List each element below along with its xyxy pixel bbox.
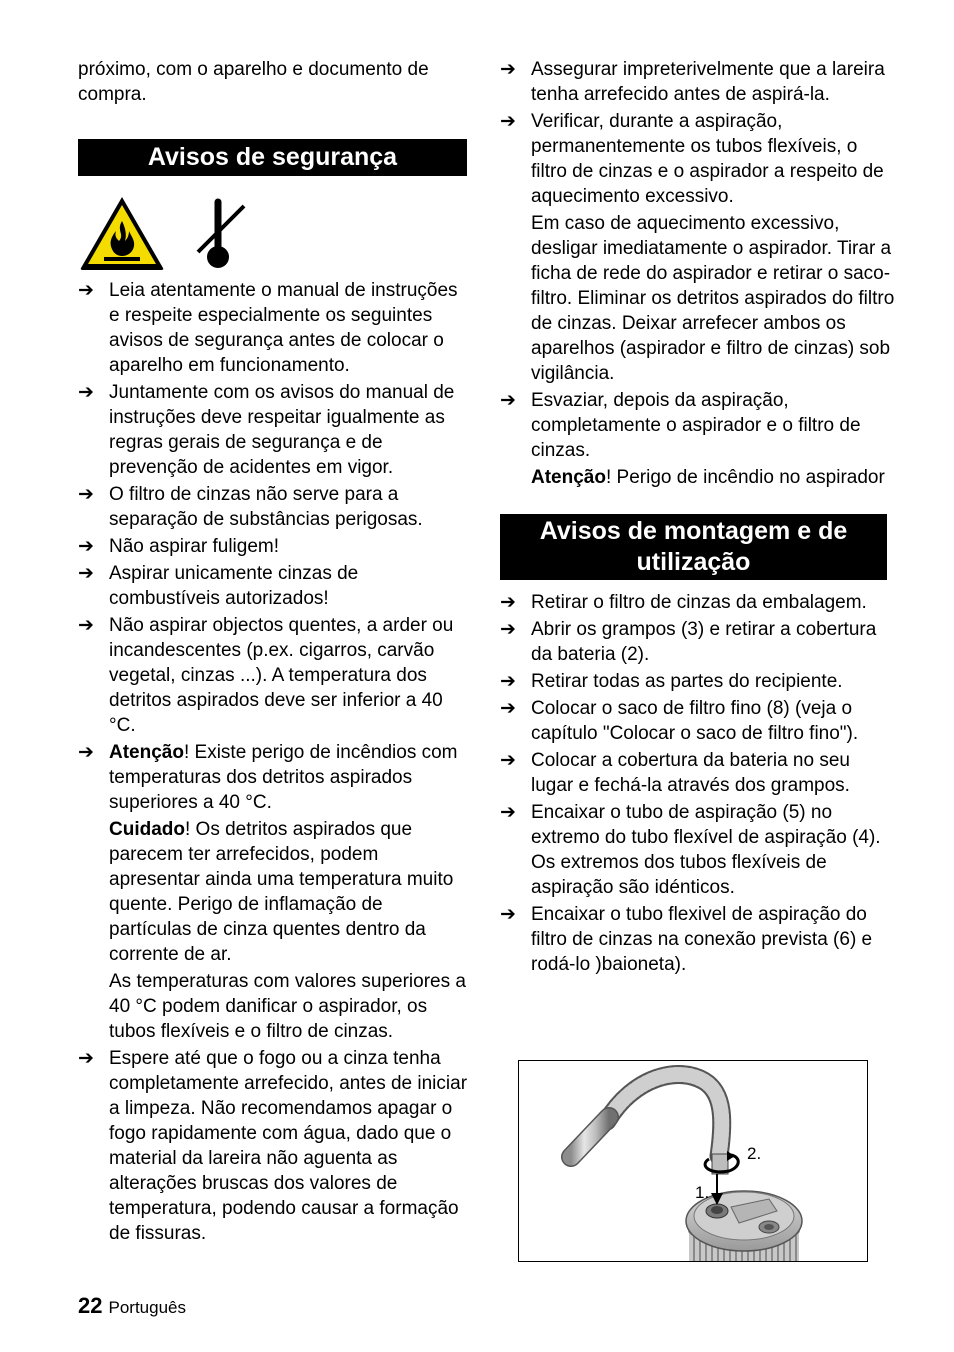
- arrow-icon: ➔: [500, 698, 516, 719]
- arrow-icon: ➔: [500, 802, 516, 823]
- arrow-icon: ➔: [500, 390, 516, 411]
- list-subparagraph: Atenção! Perigo de incêndio no aspirador: [531, 467, 885, 488]
- arrow-icon: ➔: [500, 671, 516, 692]
- list-item: ➔ Colocar o saco de filtro fino (8) (veja o capítulo "Colocar o saco de filtro fino").: [500, 698, 859, 744]
- arrow-icon: ➔: [500, 904, 516, 925]
- list-item: ➔ Espere até que o fogo ou a cinza tenha completamente arrefecido, antes de iniciar a limpeza. Não recomendamos apagar o fogo rapidamente com água, dado que o material da lareira não aguenta as alterações bruscas dos valores de temperatura, podendo causar a formação de fissuras.: [78, 1048, 468, 1244]
- fire-warning-icon: [78, 194, 166, 272]
- list-item: ➔ O filtro de cinzas não serve para a separação de substâncias perigosas.: [78, 484, 423, 530]
- arrow-icon: ➔: [78, 536, 94, 557]
- right-column: [500, 57, 895, 979]
- hose-connection-illustration: [519, 1061, 867, 1261]
- arrow-icon: ➔: [78, 280, 94, 301]
- assembly-heading: Avisos de montagem e de utilização: [500, 514, 887, 580]
- list-item: ➔ Encaixar o tubo flexivel de aspiração do filtro de cinzas na conexão prevista (6) e rodá-lo )baioneta).: [500, 904, 873, 975]
- list-item: ➔ Encaixar o tubo de aspiração (5) no extremo do tubo flexível de aspiração (4). Os extremos dos tubos flexíveis de aspiração são idénticos.: [500, 802, 881, 898]
- list-subparagraph: As temperaturas com valores superiores a 40 °C podem danificar o aspirador, os tubos flexíveis e o filtro de cinzas.: [109, 971, 466, 1042]
- list-item: ➔ Abrir os grampos (3) e retirar a cobertura da bateria (2).: [500, 619, 877, 665]
- list-item: ➔ Não aspirar fuligem!: [78, 536, 280, 557]
- list-item: ➔ Juntamente com os avisos do manual de instruções deve respeitar igualmente as regras gerais de segurança e de prevenção de acidentes em vigor.: [78, 382, 455, 478]
- safety-heading: Avisos de segurança: [78, 139, 467, 176]
- safety-list: [78, 278, 470, 1246]
- list-item: ➔ Não aspirar objectos quentes, a arder ou incandescentes (p.ex. cigarros, carvão vegetal, cinzas ...). A temperatura dos detritos aspirados deve ser inferior a 40 °C.: [78, 615, 454, 736]
- left-column: [78, 57, 470, 1248]
- arrow-icon: ➔: [78, 484, 94, 505]
- temperature-crossed-icon: [188, 194, 248, 272]
- list-item: ➔ Colocar a cobertura da bateria no seu lugar e fechá-la através dos grampos.: [500, 750, 850, 796]
- list-item: ➔ Verificar, durante a aspiração, permanentemente os tubos flexíveis, o filtro de cinzas e o aspirador a respeito de aquecimento excessivo. Em caso de aquecimento excessivo, desligar imediatamente o aspirador. Tirar a ficha de rede do aspirador e retirar o saco-filtro. Eliminar os detritos aspirados do filtro de cinzas. Deixar arrefecer ambos os aparelhos (aspirador e filtro de cinzas) sob vigilância.: [500, 111, 895, 384]
- safety-icons: [78, 194, 470, 272]
- arrow-icon: ➔: [500, 592, 516, 613]
- list-item: ➔ Esvaziar, depois da aspiração, completamente o aspirador e o filtro de cinzas. Atenção! Perigo de incêndio no aspirador: [500, 388, 895, 490]
- arrow-icon: ➔: [78, 563, 94, 584]
- page-number: 22: [78, 1293, 103, 1318]
- list-subparagraph: Em caso de aquecimento excessivo, desligar imediatamente o aspirador. Tirar a ficha de rede do aspirador e retirar o saco-filtro. Eliminar os detritos aspirados do filtro de cinzas. Deixar arrefecer ambos os aparelhos (aspirador e filtro de cinzas) sob vigilância.: [531, 213, 895, 384]
- list-item: ➔ Assegurar impreterivelmente que a lareira tenha arrefecido antes de aspirá-la.: [500, 59, 885, 105]
- figure-label-1: 1.: [695, 1183, 710, 1202]
- figure-label-2: 2.: [747, 1144, 762, 1163]
- arrow-icon: ➔: [78, 742, 94, 763]
- list-item: ➔ Atenção! Existe perigo de incêndios com temperaturas dos detritos aspirados superiores a 40 °C. Cuidado! Os detritos aspirados que parecem ter arrefecidos, podem apresentar ainda uma temperatura muito quente. Perigo de inflamação de partículas de cinza quentes dentro da corrente de ar. As temperaturas com valores superiores a 40 °C podem danificar o aspirador, os tubos flexíveis e o filtro de cinzas.: [78, 740, 470, 1044]
- assembly-figure: [518, 1060, 868, 1262]
- list-item: ➔ Leia atentamente o manual de instruções e respeite especialmente os seguintes avisos de segurança antes de colocar o aparelho em funcionamento.: [78, 280, 458, 376]
- arrow-icon: ➔: [78, 382, 94, 403]
- list-item: ➔ Retirar o filtro de cinzas da embalagem.: [500, 592, 867, 613]
- arrow-icon: ➔: [500, 111, 516, 132]
- page-footer: [78, 1293, 186, 1319]
- intro-text: próximo, com o aparelho e documento de compra.: [78, 59, 429, 105]
- list-subparagraph: Cuidado! Os detritos aspirados que parecem ter arrefecidos, podem apresentar ainda uma temperatura muito quente. Perigo de inflamação de partículas de cinza quentes dentro da corrente de ar.: [109, 819, 454, 965]
- list-item: ➔ Aspirar unicamente cinzas de combustíveis autorizados!: [78, 563, 359, 609]
- page-language: Português: [108, 1298, 186, 1317]
- safety-list-continued: [500, 57, 895, 490]
- arrow-icon: ➔: [500, 59, 516, 80]
- arrow-icon: ➔: [78, 615, 94, 636]
- arrow-icon: ➔: [78, 1048, 94, 1069]
- assembly-list: [500, 590, 895, 977]
- list-item: ➔ Retirar todas as partes do recipiente.: [500, 671, 843, 692]
- arrow-icon: ➔: [500, 750, 516, 771]
- arrow-icon: ➔: [500, 619, 516, 640]
